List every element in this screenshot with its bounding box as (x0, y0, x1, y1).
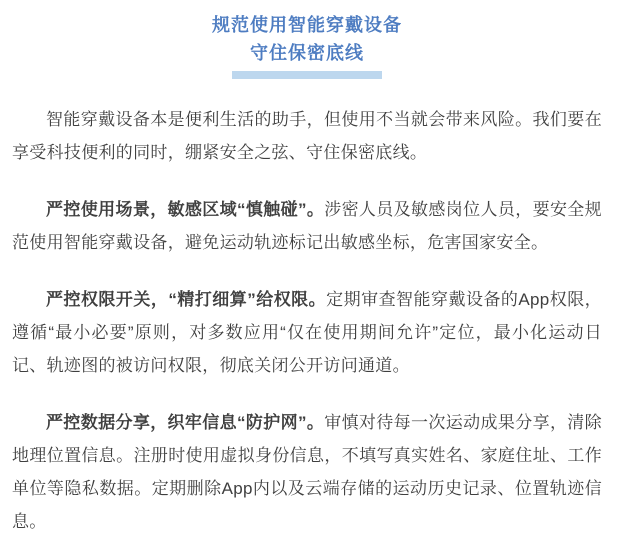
paragraph-data-sharing (12, 406, 602, 538)
article-title-line2: 守住保密底线 (250, 43, 364, 63)
paragraph-lead: 严控数据分享，织牢信息“防护网”。 (46, 413, 325, 432)
paragraph-intro (12, 103, 602, 169)
paragraph-text: 涉密人员及敏感岗位人员，要安全规范使用智能穿戴设备，避免运动轨迹标记出敏感坐标，危害国家安全。 (12, 200, 602, 252)
paragraph-usage-scenarios (12, 193, 602, 259)
title-underline-bar (232, 71, 382, 79)
paragraph-lead: 严控使用场景，敏感区域“慎触碰”。 (46, 200, 325, 219)
paragraph-permission-controls (12, 283, 602, 382)
paragraph-text: 审慎对待每一次运动成果分享，清除地理位置信息。注册时使用虚拟身份信息，不填写真实姓名、家庭住址、工作单位等隐私数据。定期删除App内以及云端存储的运动历史记录、位置轨迹信息。 (12, 413, 602, 531)
article-body (12, 103, 602, 538)
paragraph-text: 智能穿戴设备本是便利生活的助手，但使用不当就会带来风险。我们要在享受科技便利的同时，绷紧安全之弦、守住保密底线。 (12, 110, 602, 162)
paragraph-text: 定期审查智能穿戴设备的App权限，遵循“最小必要”原则，对多数应用“仅在使用期间允许”定位，最小化运动日记、轨迹图的被访问权限，彻底关闭公开访问通道。 (12, 290, 602, 375)
article-header (12, 11, 602, 79)
paragraph-lead: 严控权限开关，“精打细算”给权限。 (46, 290, 327, 309)
article-title-line1: 规范使用智能穿戴设备 (212, 15, 402, 35)
